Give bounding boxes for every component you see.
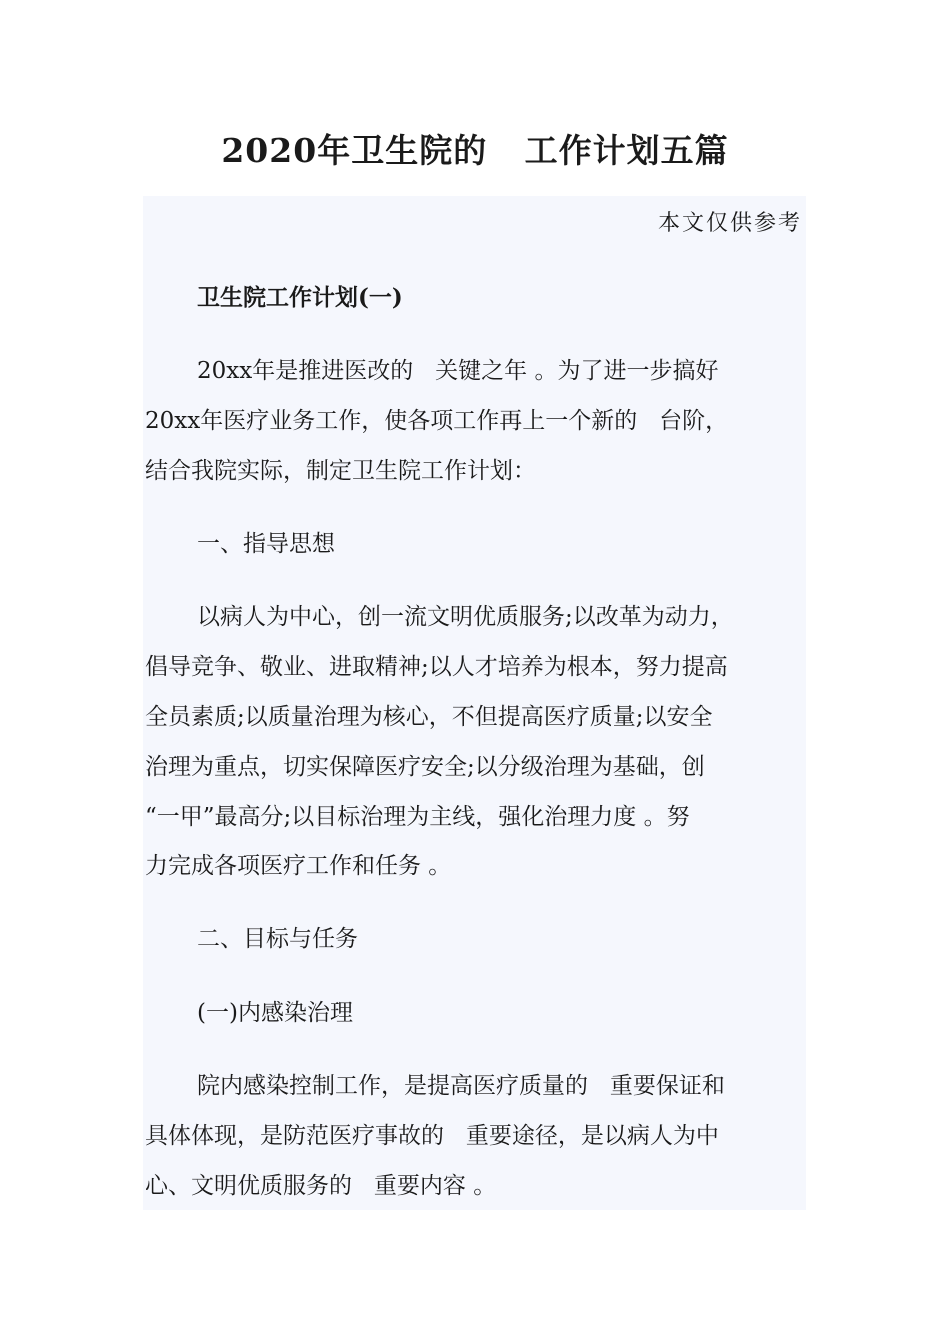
- paragraph-line: 院内感染控制工作，是提高医疗质量的 重要保证和: [197, 1073, 725, 1099]
- paragraph-line: 力完成各项医疗工作和任务 。: [145, 853, 452, 879]
- paragraph-line: 20xx年医疗业务工作，使各项工作再上一个新的 台阶，: [145, 408, 729, 434]
- paragraph-line: 全员素质;以质量治理为核心，不但提高医疗质量;以安全: [145, 704, 713, 730]
- section-heading: 卫生院工作计划(一): [197, 284, 403, 311]
- paragraph-line: 20xx年是推进医改的 关键之年 。为了进一步搞好: [197, 358, 719, 384]
- paragraph-line: 治理为重点，切实保障医疗安全;以分级治理为基础，创: [145, 754, 705, 780]
- paragraph-line: 以病人为中心，创一流文明优质服务;以改革为动力，: [197, 604, 734, 630]
- content-panel: [143, 196, 806, 1210]
- subsection-heading: 一、指导思想: [197, 531, 335, 557]
- paragraph-line: 心、文明优质服务的 重要内容 。: [145, 1173, 497, 1199]
- paragraph-line: 结合我院实际，制定卫生院工作计划：: [145, 458, 536, 484]
- paragraph-line: “一甲”最高分;以目标治理为主线，强化治理力度 。努: [145, 804, 690, 830]
- page-title: 2020年卫生院的 工作计划五篇: [221, 131, 729, 170]
- paragraph-line: 倡导竞争、敬业、进取精神;以人才培养为根本，努力提高: [145, 654, 728, 680]
- paragraph-line: 具体体现，是防范医疗事故的 重要途径，是以病人为中: [145, 1123, 719, 1149]
- subsection-heading: 二、目标与任务: [197, 926, 358, 952]
- reference-note: 本文仅供参考: [657, 211, 802, 236]
- subsection-heading: (一)内感染治理: [197, 1000, 353, 1026]
